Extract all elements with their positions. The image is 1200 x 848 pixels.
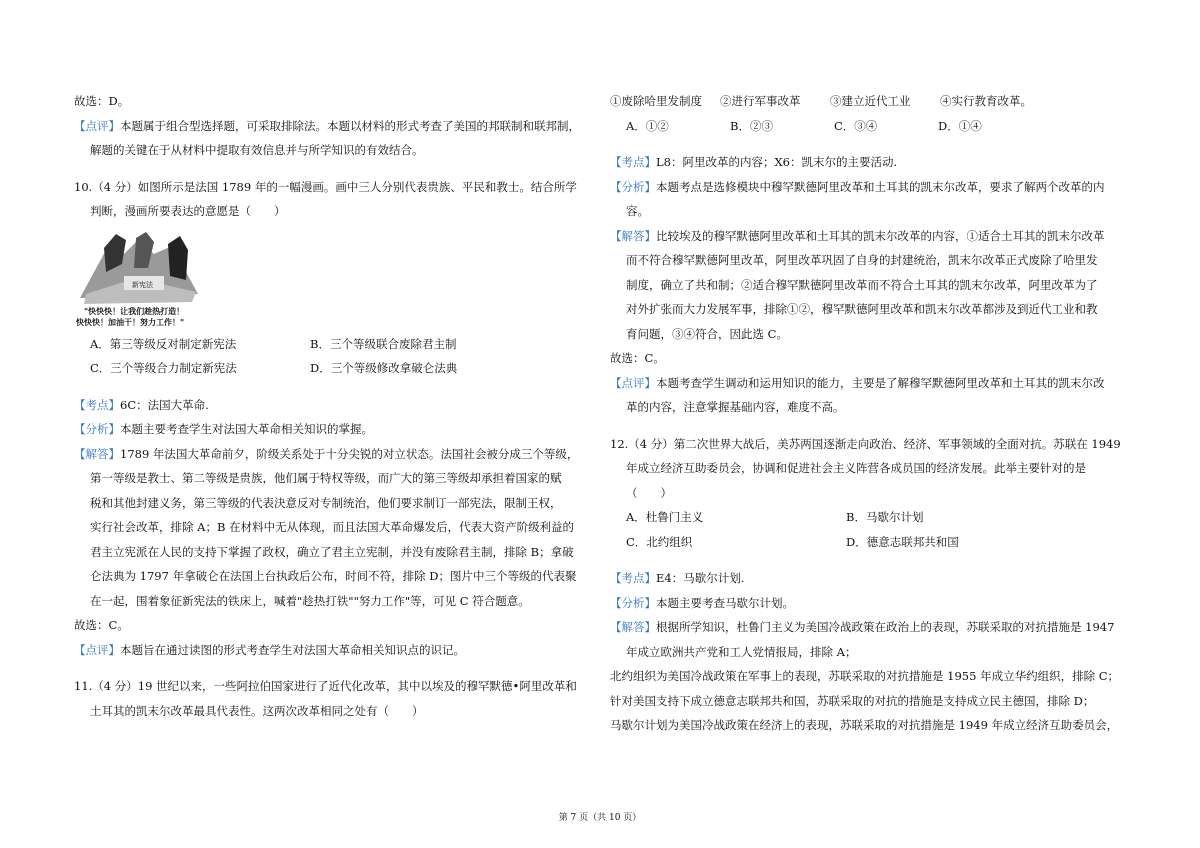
q11-item-3: ③建立近代工业 xyxy=(830,94,911,108)
q11-analysis: 【分析】本题考点是选修模块中穆罕默德阿里改革和土耳其的凯末尔改革，要求了解两个改革的内 xyxy=(610,179,1105,194)
q11-point: 【考点】L8：阿里改革的内容；X6：凯末尔的主要活动. xyxy=(610,155,898,169)
q10-options-row-1 xyxy=(74,332,592,357)
q10-image-label: 新宪法 xyxy=(132,280,153,289)
q12-point: 【考点】E4：马歇尔计划. xyxy=(610,571,745,585)
q11-solution-line: 对外扩张而大力发展军事，排除①②，穆罕默德阿里改革和凯末尔改革都涉及到近代工业和教 xyxy=(626,302,1098,316)
right-column xyxy=(610,89,1130,738)
q10-option-c: C．三个等级合力制定新宪法 xyxy=(90,361,237,375)
q12-solution-line: 年成立欧洲共产党和工人党情报局，排除 A； xyxy=(626,644,857,659)
q10-cartoon-image xyxy=(76,228,206,332)
q12-options-row-1 xyxy=(610,505,1130,530)
q10-caption-1: "快快快！让我们趁热打造！ xyxy=(84,305,185,316)
q10-options-row-2 xyxy=(74,356,592,381)
q12-option-b: B．马歇尔计划 xyxy=(846,510,924,524)
q11-solution-line: 而不符合穆罕默德阿里改革，阿里改革巩固了自身的封建统治，凯末尔改革正式废除了哈里发 xyxy=(626,253,1098,267)
q12-analysis: 【分析】本题主要考查马歇尔计划。 xyxy=(610,595,794,610)
q10-solution-line: 实行社会改革，排除 A；B 在材料中无从体现，而且法国大革命爆发后，代表大资产阶级利益的 xyxy=(90,520,575,534)
q11-solution-line: 育问题，③④符合，因此选 C。 xyxy=(626,326,788,341)
q11-option-c: C．③④ xyxy=(834,118,878,133)
q11-options xyxy=(610,114,1130,139)
q12-solution-line: 北约组织为美国冷战政策在军事上的表现，苏联采取的对抗措施是 1955 年成立华约组织，排除 C； xyxy=(610,669,1120,683)
q12-options-row-2 xyxy=(610,530,1130,555)
q11-option-d: D．①④ xyxy=(938,118,982,133)
q11-item-4: ④实行教育改革。 xyxy=(940,94,1032,108)
q9-answer: 故选：D。 xyxy=(74,94,130,108)
page-footer: 第 7 页（共 10 页） xyxy=(558,813,642,823)
q12-option-c: C．北约组织 xyxy=(626,534,693,549)
q11-item-1: ①废除哈里发制度 xyxy=(610,94,702,108)
q11-answer: 故选：C。 xyxy=(610,351,665,365)
q10-answer: 故选：C。 xyxy=(74,618,129,632)
q10-solution-line: 君主立宪派在人民的支持下掌握了政权，确立了君主立宪制，并没有废除君主制，排除 B；拿破 xyxy=(90,544,574,559)
q9-comment-cont: 解题的关键在于从材料中提取有效信息并与所学知识的有效结合。 xyxy=(90,143,424,157)
q10-caption-2: 快快快！加油干！努力工作！" xyxy=(76,316,185,327)
q11-option-a: A．①② xyxy=(626,118,669,133)
comment-tag: 【点评】 xyxy=(74,118,120,133)
q11-solution: 【解答】比较埃及的穆罕默德阿里改革和土耳其的凯末尔改革的内容，①适合土耳其的凯末尔改革 xyxy=(610,228,1105,243)
q12-option-d: D．德意志联邦共和国 xyxy=(846,534,959,549)
q11-solution-line: 制度，确立了共和制；②适合穆罕默德阿里改革而不符合土耳其的凯末尔改革，阿里改革为了 xyxy=(626,277,1098,292)
q10-stem-cont: 判断，漫画所要表达的意愿是（ ） xyxy=(90,204,286,218)
q10-stem: 10.（4 分）如图所示是法国 1789 年的一幅漫画。画中三人分别代表贵族、平民和教士。结合所学 xyxy=(74,179,577,194)
q11-items xyxy=(610,89,1130,114)
q10-solution-line: 仑法典为 1797 年拿破仑在法国上台执政后公布，时间不符，排除 D；图片中三个等级的代表聚 xyxy=(90,569,577,583)
q10-option-a: A．第三等级反对制定新宪法 xyxy=(90,336,237,351)
q11-item-2: ②进行军事改革 xyxy=(720,94,801,108)
q12-stem-cont: 年成立经济互助委员会，协调和促进社会主义阵营各成员国的经济发展。此举主要针对的是 xyxy=(626,461,1086,475)
q10-option-b: B．三个等级联合废除君主制 xyxy=(310,336,457,351)
left-column xyxy=(74,89,592,723)
q11-option-b: B．②③ xyxy=(730,118,773,133)
q9-comment: 【点评】本题属于组合型选择题，可采取排除法。本题以材料的形式考查了美国的邦联制和联邦制， xyxy=(74,118,580,133)
q11-stem: 11.（4 分）19 世纪以来，一些阿拉伯国家进行了近代化改革，其中以埃及的穆罕默德•阿里改革和 xyxy=(74,679,577,693)
q11-stem-cont: 土耳其的凯末尔改革最具代表性。这两次改革相同之处有（ ） xyxy=(90,703,424,718)
q12-stem: 12.（4 分）第二次世界大战后，美苏两国逐渐走向政治、经济、军事领域的全面对抗。苏联在 1949 xyxy=(610,436,1121,451)
q12-solution: 【解答】根据所学知识，杜鲁门主义为美国冷战政策在政治上的表现，苏联采取的对抗措施是 1947 xyxy=(610,620,1115,634)
q11-analysis-cont: 容。 xyxy=(626,204,649,218)
q12-option-a: A．杜鲁门主义 xyxy=(626,510,704,524)
q10-point: 【考点】6C：法国大革命. xyxy=(74,397,209,412)
q10-solution-line: 第一等级是教士、第二等级是贵族，他们属于特权等级，而广大的第三等级却承担着国家的赋 xyxy=(90,471,562,485)
q11-comment: 【点评】本题考查学生调动和运用知识的能力，主要是了解穆罕默德阿里改革和土耳其的凯末尔改 xyxy=(610,375,1105,390)
q10-solution-line: 在一起，围着象征新宪法的铁床上，喊着"趁热打铁""努力工作"等，可见 C 符合题意。 xyxy=(90,593,530,608)
q10-analysis: 【分析】本题主要考查学生对法国大革命相关知识的掌握。 xyxy=(74,422,373,436)
q10-solution: 【解答】1789 年法国大革命前夕，阶级关系处于十分尖锐的对立状态。法国社会被分成三个等级， xyxy=(74,446,579,461)
q11-comment-cont: 革的内容，注意掌握基础内容，难度不高。 xyxy=(626,400,845,414)
q12-stem-cont: （ ） xyxy=(626,485,672,500)
q10-comment: 【点评】本题旨在通过读图的形式考查学生对法国大革命相关知识点的识记。 xyxy=(74,642,465,657)
q12-solution-line: 针对美国支持下成立德意志联邦共和国，苏联采取的对抗的措施是支持成立民主德国，排除 D； xyxy=(610,693,1095,708)
q12-solution-line: 马歇尔计划为美国冷战政策在经济上的表现，苏联采取的对抗措施是 1949 年成立经济互助委员会， xyxy=(610,718,1119,732)
q10-option-d: D．三个等级修改拿破仑法典 xyxy=(310,361,458,375)
q10-solution-line: 税和其他封建义务，第三等级的代表決意反对专制统治，他们要求制订一部宪法，限制王权， xyxy=(90,495,562,510)
